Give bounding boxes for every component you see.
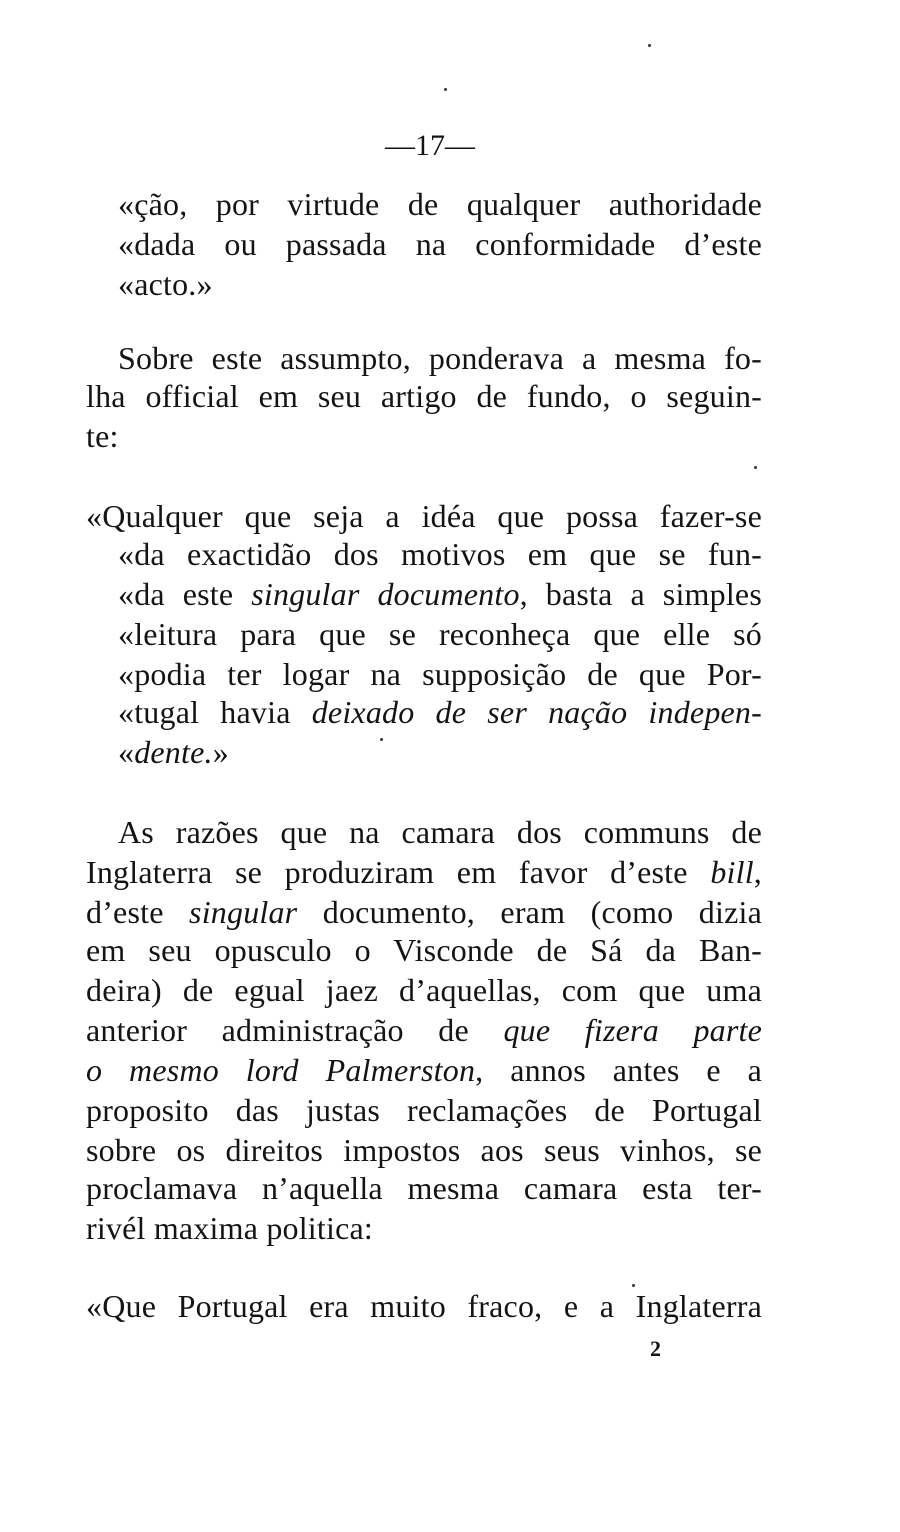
text-line <box>86 1050 762 1090</box>
quote-line <box>118 732 229 772</box>
scan-speck <box>648 44 651 47</box>
text-span: Inglaterra se produziram em favor d’este <box>86 854 711 890</box>
italic-text: que fizera parte <box>503 1012 762 1048</box>
text-line: As razões que na camara dos communs de <box>118 814 762 850</box>
text-span: d’este <box>86 894 190 930</box>
text-line: rivél maxima politica: <box>86 1210 373 1246</box>
text-line: em seu opusculo o Visconde de Sá da Ban- <box>86 932 762 968</box>
text-line: te: <box>86 418 119 454</box>
text-span: «tugal havia <box>118 694 312 730</box>
quote-line <box>118 574 762 614</box>
quote-line: «podia ter logar na supposição de que Por- <box>118 656 762 692</box>
italic-text: deixado de ser nação indepen- <box>311 694 762 730</box>
text-span: « <box>118 734 135 770</box>
text-span: » <box>212 734 229 770</box>
text-span: documento, eram (como dizia <box>297 894 762 930</box>
scan-speck <box>754 466 757 469</box>
text-line: Sobre este assumpto, ponderava a mesma fo- <box>118 340 762 376</box>
italic-text: dente. <box>134 734 213 770</box>
text-span: anterior administração de <box>86 1012 504 1048</box>
text-line: lha official em seu artigo de fundo, o seguin- <box>86 378 762 414</box>
text-line <box>86 852 762 892</box>
text-line: «acto.» <box>118 266 213 302</box>
text-span: , annos antes e a <box>475 1052 762 1088</box>
quote-line: «leitura para que se reconheça que elle só <box>118 616 762 652</box>
scan-speck <box>380 738 383 741</box>
quote-line: «da exactidão dos motivos em que se fun- <box>118 536 762 572</box>
quote-line <box>118 692 762 732</box>
italic-text: o mesmo lord Palmerston <box>86 1052 476 1088</box>
signature-mark: 2 <box>650 1336 661 1361</box>
quote-line: «Qualquer que seja a idéa que possa fazer-se <box>86 498 762 534</box>
text-line: proposito das justas reclamações de Portugal <box>86 1092 762 1128</box>
italic-text: singular <box>189 894 298 930</box>
text-line <box>86 1010 762 1050</box>
text-span: «da este <box>118 576 252 612</box>
scan-speck <box>632 1284 635 1287</box>
scan-speck <box>444 88 447 91</box>
quote-line: «Que Portugal era muito fraco, e a Inglaterra <box>86 1288 762 1324</box>
page-number: —17— <box>385 129 475 162</box>
text-line: «dada ou passada na conformidade d’este <box>118 226 762 262</box>
italic-text: bill <box>710 854 754 890</box>
text-line: sobre os direitos impostos aos seus vinhos, se <box>86 1132 762 1168</box>
text-line: proclamava n’aquella mesma camara esta ter- <box>86 1170 762 1206</box>
italic-text: singular documento <box>251 576 520 612</box>
text-span: , basta a simples <box>519 576 762 612</box>
text-line: «ção, por virtude de qualquer authoridade <box>118 186 762 222</box>
text-line: deira) de egual jaez d’aquellas, com que uma <box>86 972 762 1008</box>
text-line <box>86 892 762 932</box>
text-span: , <box>753 854 762 890</box>
